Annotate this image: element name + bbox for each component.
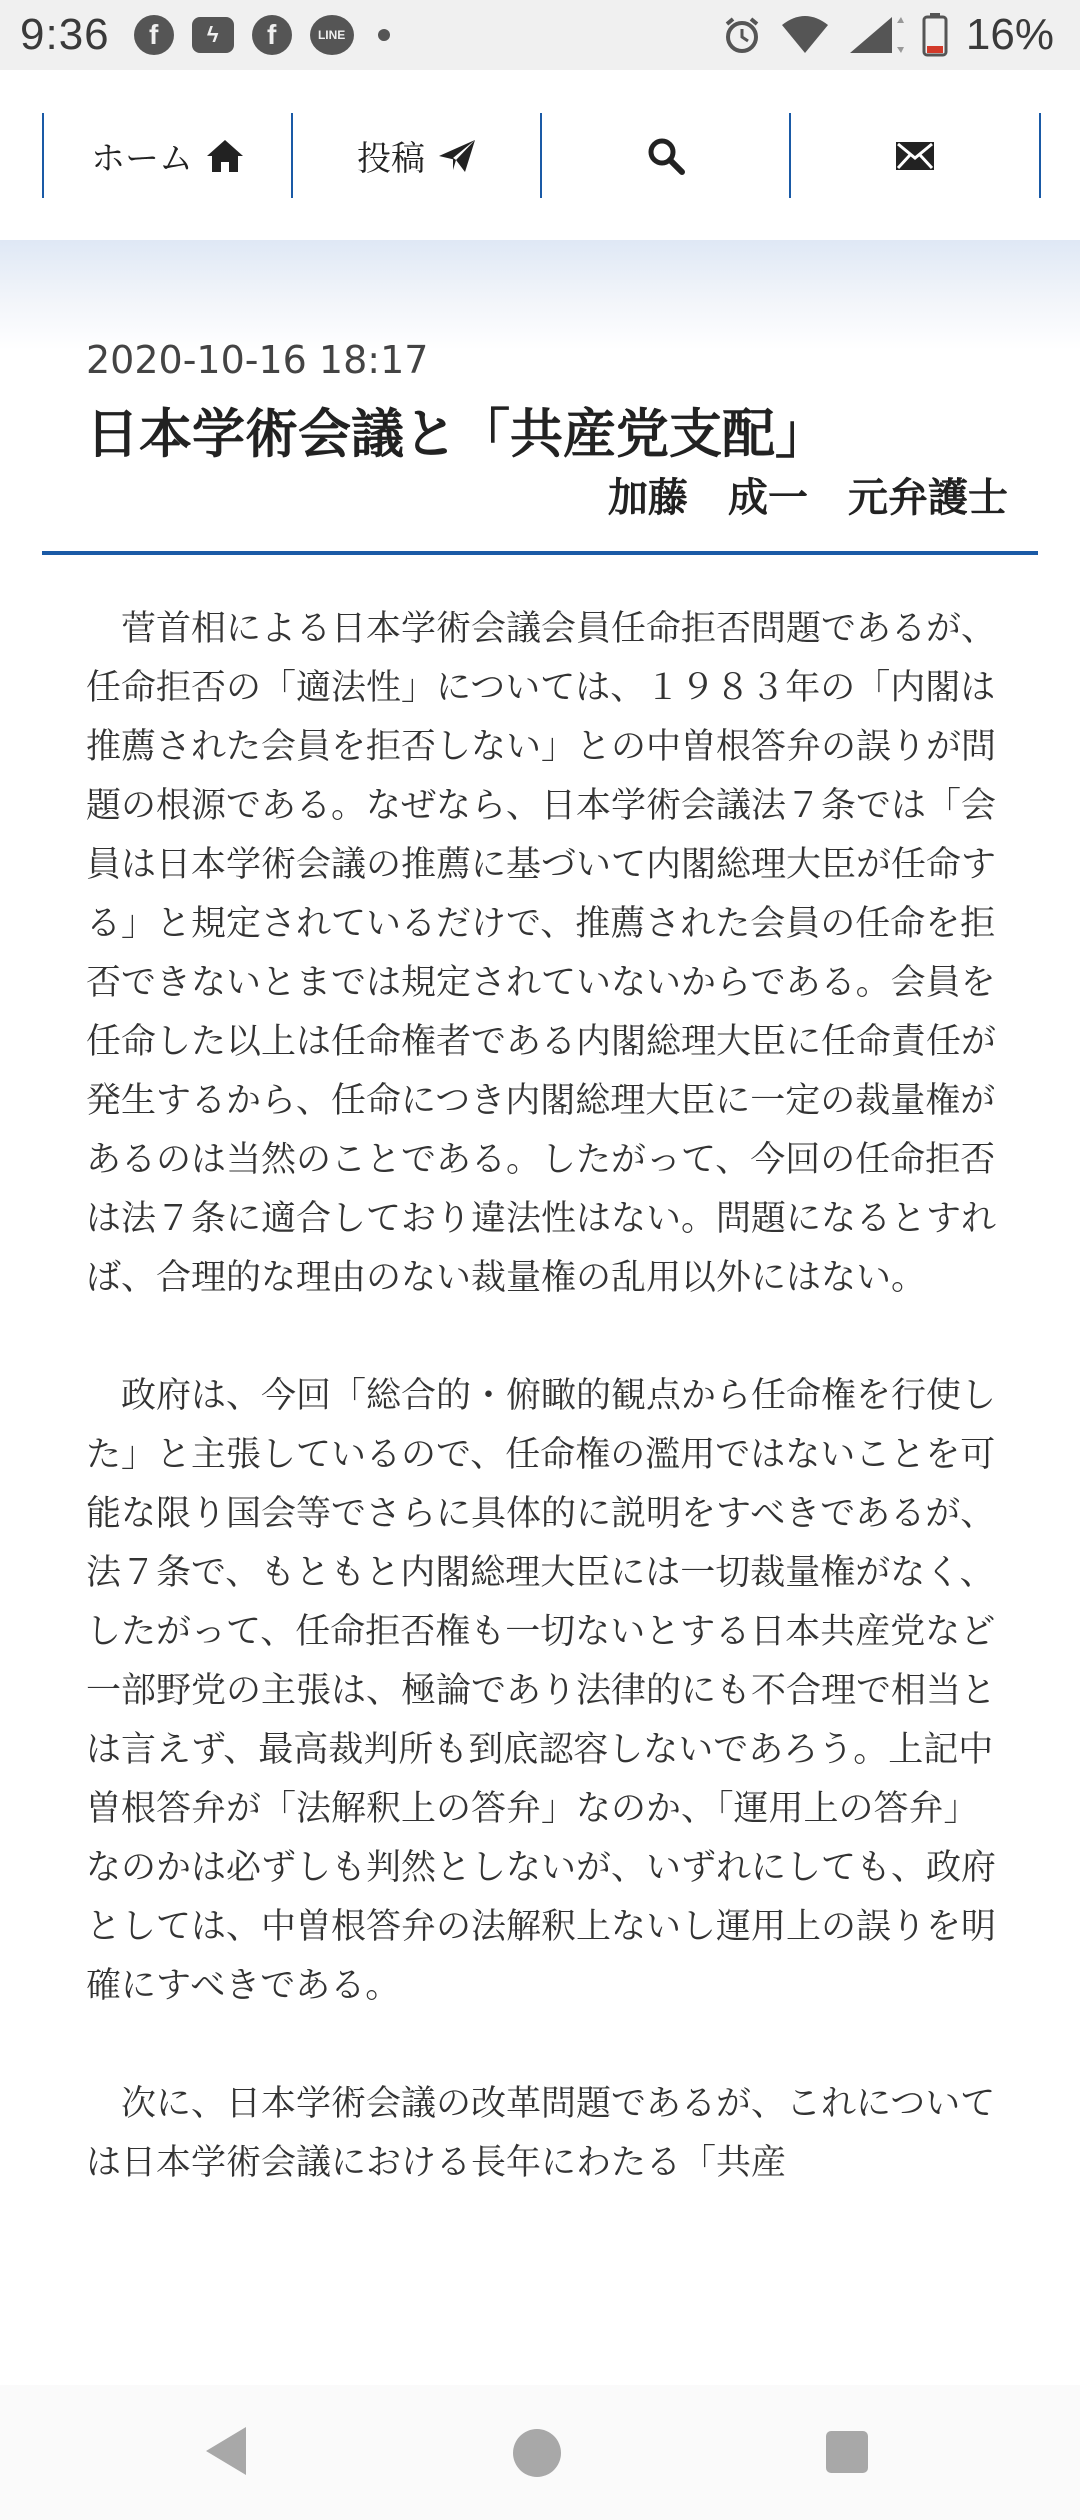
home-icon bbox=[205, 138, 245, 174]
dot-icon bbox=[378, 29, 390, 41]
line-icon: LINE bbox=[310, 15, 354, 55]
search-icon bbox=[647, 137, 685, 175]
alarm-icon bbox=[722, 15, 762, 55]
article-author: 加藤 成一 元弁護士 bbox=[608, 475, 1008, 521]
article-paragraph: 菅首相による日本学術会議会員任命拒否問題であるが、任命拒否の「適法性」については、１９８３年の「内閣は推薦された会員を拒否しない」との中曽根答弁の誤りが問題の根源である。なぜなら、日本学術会議法７条では「会員は日本学術会議の推薦に基づいて内閣総理大臣が任命する」と規定されているだけで、推薦された会員の任命を拒否できないとまでは規定されていないからである。会員を任命した以上は任命権者である内閣総理大臣に任命責任が発生するから、任命につき内閣総理大臣に一定の裁量権があるのは当然のことである。したがって、今回の任命拒否は法７条に適合しており違法性はない。問題になるとすれば、合理的な理由のない裁量権の乱用以外にはない。 bbox=[86, 609, 997, 1298]
article-body bbox=[86, 600, 996, 2252]
recents-square-icon[interactable] bbox=[826, 2431, 868, 2473]
wifi-icon bbox=[780, 15, 830, 55]
facebook-icon: f bbox=[134, 15, 174, 55]
status-time: 9:36 bbox=[20, 10, 110, 59]
mail-icon bbox=[895, 141, 935, 171]
nav-post-label: 投稿 bbox=[357, 139, 425, 179]
notification-icons bbox=[134, 15, 390, 55]
nav-post-button[interactable] bbox=[291, 113, 541, 198]
facebook-icon: f bbox=[252, 15, 292, 55]
nav-mail-button[interactable] bbox=[789, 113, 1041, 198]
nav-shadow bbox=[0, 240, 1080, 350]
status-bar bbox=[0, 0, 1080, 70]
back-icon[interactable] bbox=[200, 2423, 250, 2479]
system-nav-bar bbox=[0, 2385, 1080, 2520]
article-paragraph: 次に、日本学術会議の改革問題であるが、これについては日本学術会議における長年にわたる「共産 bbox=[86, 2084, 996, 2183]
nav-search-button[interactable] bbox=[540, 113, 790, 198]
title-divider bbox=[42, 551, 1038, 555]
battery-percent: 16% bbox=[965, 10, 1054, 59]
site-nav bbox=[0, 70, 1080, 240]
system-icons bbox=[722, 0, 1054, 70]
nav-home-label: ホーム bbox=[91, 139, 193, 179]
nav-home-button[interactable] bbox=[42, 113, 292, 198]
signal-icon bbox=[848, 15, 904, 55]
article-title: 日本学術会議と「共産党支配」 bbox=[86, 404, 828, 465]
messenger-icon: ϟ bbox=[192, 17, 234, 53]
battery-icon bbox=[922, 13, 948, 57]
article-date: 2020-10-16 18:17 bbox=[86, 338, 429, 382]
article-paragraph: 政府は、今回「総合的・俯瞰的観点から任命権を行使した」と主張しているので、任命権の濫用ではないことを可能な限り国会等でさらに具体的に説明をすべきであるが、法７条で、もともと内閣総理大臣には一切裁量権がなく、したがって、任命拒否権も一切ないとする日本共産党など一部野党の主張は、極論であり法律的にも不合理で相当とは言えず、最高裁判所も到底認容しないであろう。上記中曽根答弁が「法解釈上の答弁」なのか、「運用上の答弁」なのかは必ずしも判然としないが、いずれにしても、政府としては、中曽根答弁の法解釈上ないし運用上の誤りを明確にすべきである。 bbox=[86, 1376, 997, 2006]
home-circle-icon[interactable] bbox=[513, 2429, 561, 2477]
paper-plane-icon bbox=[437, 138, 477, 174]
